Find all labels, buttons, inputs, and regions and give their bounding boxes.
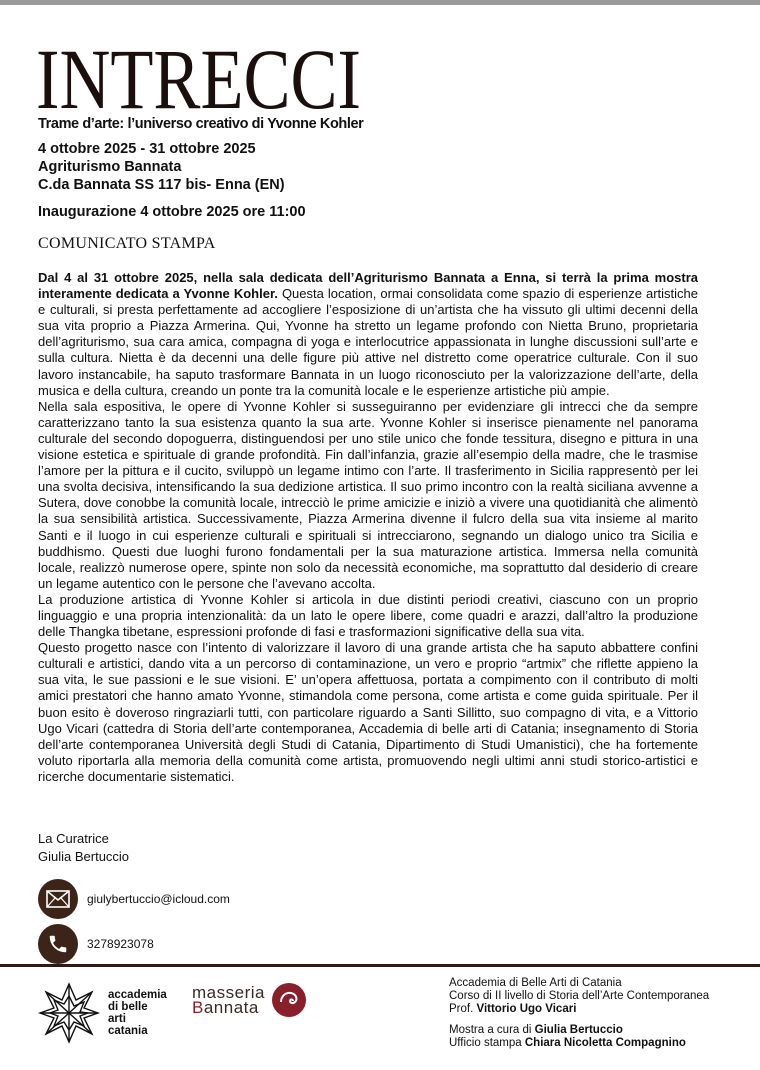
accademia-logo-text: [108, 989, 167, 1037]
event-address: C.da Bannata SS 117 bis- Enna (EN): [38, 177, 285, 193]
credit-professor-name: Vittorio Ugo Vicari: [476, 1003, 577, 1015]
press-release-body: [38, 270, 698, 785]
paragraph-3: La produzione artistica di Yvonne Kohler si articola in due distinti periodi creativi, ciascuno con un proprio linguaggio e una propria intenzionalità: da un lato le opere libere, come quadri e arazzi, dall’altro la produzione delle Thangka tibetane, espressioni profonde di fasi e trasformazioni significative della sua vita.: [38, 591, 698, 640]
credit-press-label: Ufficio stampa: [449, 1037, 525, 1049]
logo-text: INTRECCI: [36, 36, 361, 118]
masseria-swirl-icon: [271, 982, 307, 1018]
phone-number[interactable]: 3278923078: [87, 937, 154, 951]
accademia-logo: [38, 982, 167, 1044]
paragraph-4: Questo progetto nasce con l’intento di valorizzare il lavoro di una grande artista che ha saputo abbattere confini culturali e artistici, dando vita a un percorso di contaminazione, un vero e proprio “artmix” che riflette appieno la sua vita, le sue passioni e le sue visioni. E’ un’opera affettuosa, portata a compimento con il contributo di molti amici prestatori che hanno amato Yvonne, stimandola come persona, come artista e come guida spirituale. Per il buon esito è doveroso ringraziarli tutti, con particolare riguardo a Santi Sillitto, suo compagno di vita, e a Vittorio Ugo Vicari (cattedra di Storia dell’arte contemporanea, Accademia di belle arti di Catania; insegnamento di Storia dell’arte contemporanea Università degli Studi di Catania, Dipartimento di Studi Umanistici), che ha fortemente voluto riportarla alla memoria della comunità come artista, promuovendo negli ultimi anni studi storico-artistici e ricerche documentarie sistematici.: [38, 640, 698, 784]
footer-divider: [0, 964, 760, 967]
event-info: [38, 140, 285, 194]
credit-curator: [449, 1024, 709, 1037]
inauguration: Inaugurazione 4 ottobre 2025 ore 11:00: [38, 204, 306, 220]
signature-role: La Curatrice: [38, 831, 109, 846]
paragraph-1: [38, 270, 698, 399]
envelope-icon: [38, 879, 78, 919]
email-contact[interactable]: [38, 879, 230, 919]
paragraph-1-rest: Questa location, ormai consolidata come spazio di esperienze artistiche e culturali, si presta perfettamente ad accogliere l’esposizione di un’artista che ha vissuto gli ultimi decenni della sua vita proprio a Piazza Armerina. Qui, Yvonne ha stretto un legame profondo con Nietta Bruno, proprietaria dell’agriturismo, sua cara amica, compagna di yoga e interlocutrice appassionata in lunghe discussioni sull’arte e sulla cultura. Nietta è da decenni una delle figure più attive nel distretto come operatrice culturale. Con il suo lavoro instancabile, ha saputo trasformare Bannata in un luogo riconosciuto per la valorizzazione dell’arte, della musica e della cultura, creando un ponte tra la comunità locale e le esperienze artistiche più ampie.: [38, 286, 698, 398]
credit-academy: Accademia di Belle Arti di Catania: [449, 977, 622, 989]
masseria-rest: annata: [203, 998, 259, 1017]
section-title: COMUNICATO STAMPA: [38, 235, 216, 252]
phone-icon: [38, 924, 78, 964]
event-dates: 4 ottobre 2025 - 31 ottobre 2025: [38, 141, 256, 157]
credit-curator-name: Giulia Bertuccio: [534, 1024, 623, 1036]
masseria-logo: [192, 982, 307, 1018]
credit-professor-label: Prof.: [449, 1003, 477, 1015]
masseria-logo-text: [192, 985, 265, 1015]
aba-line-3: arti: [108, 1013, 126, 1025]
masseria-initial: B: [192, 998, 204, 1017]
phone-contact[interactable]: [38, 924, 154, 964]
signature-name: Giulia Bertuccio: [38, 849, 130, 864]
credit-curator-label: Mostra a cura di: [449, 1024, 535, 1036]
credit-professor: [449, 1003, 709, 1016]
event-venue: Agriturismo Bannata: [38, 159, 182, 175]
paragraph-2: Nella sala espositiva, le opere di Yvonne Kohler si susseguiranno per evidenziare gli intrecci che da sempre caratterizzano tanto la sua esistenza quanto la sua arte. Yvonne Kohler si inserisce pienamente nel panorama culturale del secondo dopoguerra, distinguendosi per uno stile unico che fonde tessitura, disegno e pittura in una visione estetica e spirituale di grande profondità. Fin dall’infanzia, grazie all’esempio della madre, che le trasmise l’amore per la pittura e il cucito, sviluppò un legame intimo con l’arte. Il trasferimento in Sicilia rappresentò per lei una svolta decisiva, intensificando la sua dedizione artistica. Il suo primo incontro con la realtà siciliana avvenne a Sutera, dove conobbe la comunità locale, intrecciò le prime amicizie e iniziò a vivere una quotidianità che alimentò la sua sensibilità artistica. Successivamente, Piazza Armerina divenne il fulcro della sua vita insieme al marito Santi e il luogo in cui esperienze culturali e spirituali si intrecciarono, segnando un dialogo unico tra Sicilia e buddhismo. Questi due luoghi furono fondamentali per la sua maturazione artistica. Immersa nella comunità locale, realizzò numerose opere, spinte non solo da necessità economiche, ma soprattutto dal desiderio di creare un legame autentico con le persone che l’avevano accolta.: [38, 398, 698, 591]
exhibition-subtitle: Trame d’arte: l’universo creativo di Yvonne Kohler: [38, 116, 364, 132]
accademia-star-icon: [38, 982, 100, 1044]
aba-line-1: accademia: [108, 989, 167, 1001]
credit-course: Corso di II livello di Storia dell’Arte Contemporanea: [449, 990, 710, 1002]
aba-line-2: di belle: [108, 1001, 148, 1013]
masseria-line-2: [192, 1000, 265, 1015]
email-address[interactable]: giulybertuccio@icloud.com: [87, 892, 230, 906]
intrecci-logo: [36, 36, 366, 118]
signature: [38, 830, 129, 866]
credit-press-name: Chiara Nicoletta Compagnino: [524, 1037, 686, 1049]
paragraph-1-lead: Dal 4 al 31 ottobre 2025, nella sala dedicata dell’Agriturismo Bannata a Enna, si terrà la prima mostra interamente dedicata a Yvonne Kohler.: [38, 270, 698, 302]
top-bar: [0, 0, 760, 5]
masseria-line-1: masseria: [192, 983, 265, 1002]
aba-line-4: catania: [108, 1025, 148, 1037]
credit-press: [449, 1037, 709, 1050]
footer-credits: [449, 977, 709, 1050]
